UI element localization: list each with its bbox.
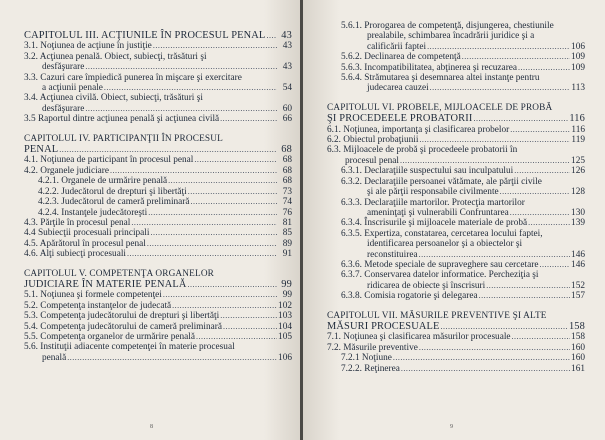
toc-entry-text: 6.3. Mijloacele de probă şi procedeele probatorii în <box>327 145 518 156</box>
toc-page-number: 160 <box>571 342 585 353</box>
dot-leader <box>486 281 570 291</box>
toc-entry-text: 7.1. Noţiunea şi clasificarea măsurilor procesuale <box>327 332 511 343</box>
toc-entry <box>24 166 292 176</box>
toc-entry-text: 4.2.1. Organele de urmărire penală <box>38 176 168 187</box>
toc-page-number: 109 <box>571 62 585 73</box>
toc-entry <box>327 166 585 176</box>
toc-entry-text: a acţiunii penale <box>42 83 103 94</box>
toc-entry-text: 4.6. Alţi subiecţi procesuali <box>24 249 126 260</box>
toc-entry-text: desfăşurare <box>42 62 85 73</box>
toc-page-number: 43 <box>282 62 292 73</box>
toc-entry-text: desfăşurare <box>42 103 85 114</box>
toc-entry <box>24 290 292 300</box>
dot-leader <box>194 155 277 165</box>
toc-page-number: 99 <box>282 290 292 301</box>
dot-leader <box>539 260 570 270</box>
toc-entry-text: 5.6.4. Strămutarea şi desemnarea altei instanţe pentru <box>341 73 540 84</box>
toc-entry-text: 4.5. Apărătorul în procesul penal <box>24 238 146 249</box>
toc-entry <box>327 83 585 93</box>
dot-leader <box>220 114 277 124</box>
toc-entry <box>24 311 292 321</box>
dot-leader <box>67 353 277 363</box>
toc-entry <box>327 125 585 135</box>
dot-leader <box>168 176 277 186</box>
dot-leader <box>188 187 277 197</box>
dot-leader <box>479 291 570 301</box>
dot-leader <box>153 41 277 51</box>
toc-entry-text: calificării faptei <box>367 41 427 52</box>
toc-entry <box>327 218 585 228</box>
toc-entry-text: 4.2.3. Judecătorul de cameră preliminară <box>38 197 190 208</box>
toc-entry <box>327 343 585 353</box>
toc-entry <box>327 42 585 52</box>
toc-entry <box>24 208 292 218</box>
toc-entry <box>327 52 585 62</box>
toc-entry-text: 5.4. Competenţa judecătorului de cameră preliminară <box>24 321 222 332</box>
dot-leader <box>441 321 568 332</box>
toc-page-number: 43 <box>282 41 292 52</box>
toc-entry <box>24 332 292 342</box>
toc-entry-text: 4.1. Noţiunea de participant în procesul penal <box>24 155 194 166</box>
toc-entry <box>327 281 585 291</box>
chapter-heading <box>327 321 585 332</box>
dot-leader <box>188 279 278 290</box>
dot-leader <box>500 187 570 197</box>
toc-page-number: 104 <box>278 321 292 332</box>
toc-page-number: 146 <box>571 259 585 270</box>
left-page <box>0 0 300 440</box>
toc-entry-text: 4.2.4. Instanţele judecătoreşti <box>38 207 148 218</box>
dot-leader <box>430 83 570 93</box>
toc-page-number: 68 <box>282 155 292 166</box>
toc-entry <box>327 135 585 145</box>
toc-entry <box>327 250 585 260</box>
toc-entry <box>24 197 292 207</box>
toc-entry-text: 6.3.6. Metode speciale de supraveghere sau cercetare <box>341 259 539 270</box>
toc-entry-text: 6.3.5. Expertiza, constatarea, cercetarea locului faptei, <box>341 228 543 239</box>
dot-leader <box>127 249 277 259</box>
dot-leader <box>473 113 568 124</box>
dot-leader <box>59 144 277 155</box>
dot-leader <box>400 156 570 166</box>
chapter-heading: CAPITOLUL IV. PARTICIPANŢII ÎN PROCESUL <box>24 133 223 144</box>
toc-entry-text: 6.3.1. Declaraţiile suspectului sau inculpatului <box>341 166 514 177</box>
toc-entry-text: 6.3.3. Declaraţiile martorilor. Protecţia martorilor <box>341 197 525 208</box>
toc-page-number: 91 <box>282 249 292 260</box>
toc-entry-text: judecarea cauzei <box>367 83 429 94</box>
toc-page-number: 66 <box>282 114 292 125</box>
toc-entry <box>24 62 292 72</box>
toc-entry <box>327 332 585 342</box>
dot-leader <box>514 166 570 176</box>
toc-page-number: 102 <box>278 300 292 311</box>
toc-entry <box>24 301 292 311</box>
toc-entry-text: 3.2. Acţiunea penală. Obiect, subiecţi, trăsături şi <box>24 51 207 62</box>
chapter-heading: CAPITOLUL V. COMPETENŢA ORGANELOR <box>24 268 215 279</box>
toc-entry-text: 7.2. Măsurile preventive <box>327 342 418 353</box>
toc-entry <box>327 364 585 374</box>
toc-entry-text: 3.4. Acţiunea civilă. Obiect, subiecţi, trăsături şi <box>24 93 203 104</box>
toc-entry-text: prealabile, schimbarea încadrării juridice şi a <box>367 31 535 42</box>
toc-entry-text: 6.2. Obiectul probaţiunii <box>327 135 419 146</box>
toc-entry <box>327 187 585 197</box>
toc-entry-text: 7.2.2. Reţinerea <box>341 363 400 374</box>
toc-entry <box>24 249 292 259</box>
page-number-right: 9 <box>450 424 453 430</box>
dot-leader <box>148 208 277 218</box>
toc-entry-text: penală <box>42 352 67 363</box>
toc-entry-text: 5.6.3. Incompatibilitatea, abţinerea şi recuzarea <box>341 62 518 73</box>
toc-entry-text: JUDICIARE ÎN MATERIE PENALĂ <box>24 278 187 290</box>
toc-page-number: 85 <box>282 228 292 239</box>
dot-leader <box>147 239 277 249</box>
toc-page-number: 74 <box>282 197 292 208</box>
dot-leader <box>510 125 570 135</box>
toc-page-number: 116 <box>571 124 585 135</box>
dot-leader <box>104 83 277 93</box>
toc-page-number: 89 <box>282 238 292 249</box>
dot-leader <box>510 208 570 218</box>
toc-entry-text: 5.1. Noţiunea şi formele competenţei <box>24 290 162 301</box>
dot-leader <box>150 228 277 238</box>
toc-entry-text: 6.3.7. Conservarea datelor informatice. Percheziţia şi <box>341 270 539 281</box>
toc-page-number: 68 <box>281 144 292 156</box>
toc-entry-text: 3.3. Cazuri care împiedică punerea în mişcare şi exercitare <box>24 72 242 83</box>
toc-entry <box>24 239 292 249</box>
toc-entry-text: 6.3.8. Comisia rogatorie şi delegarea <box>341 291 478 302</box>
toc-entry-text: 3.1. Noţiunea de acţiune în justiţie <box>24 41 152 52</box>
dot-leader <box>419 250 570 260</box>
dot-leader <box>401 364 570 374</box>
toc-entry <box>327 353 585 363</box>
toc-entry-text: 6.1. Noţiunea, importanţa şi clasificarea probelor <box>327 124 510 135</box>
toc-page-number: 113 <box>571 83 585 94</box>
dot-leader <box>163 290 277 300</box>
toc-entry-text: 5.5. Competenţa organelor de urmărire penală <box>24 331 195 342</box>
toc-page-number: 130 <box>571 207 585 218</box>
toc-page-number: 160 <box>571 353 585 364</box>
toc-page-number: 99 <box>281 278 292 290</box>
dot-leader <box>419 135 570 145</box>
right-page <box>303 0 605 440</box>
toc-entry <box>24 114 292 124</box>
dot-leader <box>85 104 277 114</box>
toc-entry-text: PENAL <box>24 144 59 156</box>
toc-entry <box>24 322 292 332</box>
toc-entry-text: ameninţaţi şi vulnerabili Confruntarea <box>367 207 509 218</box>
dot-leader <box>419 343 570 353</box>
toc-page-number: 76 <box>282 207 292 218</box>
toc-entry-text: MĂSURI PROCESUALE <box>327 320 440 332</box>
toc-page-number: 81 <box>282 217 292 228</box>
toc-entry <box>327 63 585 73</box>
chapter-heading: CAPITOLUL VI. PROBELE, MIJLOACELE DE PROBĂ <box>327 102 553 113</box>
toc-entry-text: CAPITOLUL III. ACŢIUNILE ÎN PROCESUL PENAL <box>24 30 266 41</box>
dot-leader <box>528 218 570 228</box>
toc-entry-text: 5.6.2. Declinarea de competenţă <box>341 52 461 63</box>
toc-entry-text: 5.3. Competenţa judecătorului de drepturi şi libertăţi <box>24 311 220 322</box>
chapter-heading <box>24 279 292 290</box>
toc-entry-text: 3.5 Raportul dintre acţiunea penală şi acţiunea civilă <box>24 114 220 125</box>
dot-leader <box>131 218 277 228</box>
dot-leader <box>191 197 277 207</box>
toc-page-number: 125 <box>571 155 585 166</box>
toc-list-left <box>24 30 292 363</box>
dot-leader <box>220 311 277 321</box>
toc-entry-text: 6.3.2. Declaraţiile persoanei vătămate, ale părţii civile <box>341 176 542 187</box>
toc-page-number: 60 <box>282 103 292 114</box>
toc-page-number: 103 <box>278 311 292 322</box>
toc-entry-text: şi ale părţii responsabile civilmente <box>367 187 499 198</box>
toc-entry-text: 5.2. Competenţa instanţelor de judecată <box>24 300 172 311</box>
toc-entry <box>24 176 292 186</box>
toc-entry <box>24 218 292 228</box>
dot-leader <box>196 332 277 342</box>
page-number-left: 8 <box>150 424 153 430</box>
toc-entry <box>24 155 292 165</box>
dot-leader <box>223 322 277 332</box>
toc-entry-text: 4.2. Organele judiciare <box>24 165 110 176</box>
toc-page-number: 109 <box>571 52 585 63</box>
toc-page-number: 161 <box>571 363 585 374</box>
toc-entry <box>24 228 292 238</box>
toc-entry-text: reconstituirea <box>367 249 418 260</box>
toc-page-number: 73 <box>282 186 292 197</box>
toc-entry <box>24 353 292 363</box>
toc-page-number: 146 <box>571 249 585 260</box>
toc-page-number: 158 <box>568 320 585 332</box>
chapter-heading <box>24 144 292 155</box>
chapter-heading: CAPITOLUL VII. MĂSURILE PREVENTIVE ŞI ALTE <box>327 310 547 321</box>
toc-entry <box>24 104 292 114</box>
toc-entry-text: 6.3.4. Înscrisurile şi mijloacele materiale de probă <box>341 218 528 229</box>
dot-leader <box>85 62 277 72</box>
toc-page-number: 68 <box>282 176 292 187</box>
dot-leader <box>518 63 570 73</box>
toc-page-number: 157 <box>571 291 585 302</box>
toc-entry-text: 4.4 Subiecţii procesuali principali <box>24 228 150 239</box>
toc-page-number: 54 <box>282 83 292 94</box>
toc-entry-text: ŞI PROCEDEELE PROBATORII <box>327 113 473 125</box>
toc-page-number: 119 <box>571 135 585 146</box>
toc-entry-text: 5.6. Instituţii adiacente competenţei în materie procesual <box>24 342 235 353</box>
toc-entry <box>24 41 292 51</box>
toc-entry-text: 5.6.1. Prorogarea de competenţă, disjungerea, chestiunile <box>341 21 554 31</box>
toc-entry <box>327 208 585 218</box>
toc-entry-text: 7.2.1 Noţiune <box>341 353 392 364</box>
toc-list-right <box>327 21 585 374</box>
toc-entry-text: procesul penal <box>345 155 399 166</box>
dot-leader <box>266 30 277 41</box>
toc-entry <box>24 187 292 197</box>
toc-page-number: 139 <box>571 218 585 229</box>
toc-page-number: 43 <box>281 30 292 41</box>
toc-entry <box>327 260 585 270</box>
dot-leader <box>110 166 277 176</box>
toc-entry-text: 4.3. Părţile în procesul penal <box>24 217 131 228</box>
chapter-heading <box>24 30 292 41</box>
toc-page-number: 128 <box>571 187 585 198</box>
toc-entry-text: 4.2.2. Judecătorul de drepturi şi libertăţi <box>38 186 187 197</box>
toc-page-number: 152 <box>571 280 585 291</box>
toc-page-number: 158 <box>571 332 585 343</box>
toc-page-number: 126 <box>571 166 585 177</box>
dot-leader <box>172 301 277 311</box>
toc-entry <box>327 156 585 166</box>
chapter-heading <box>327 113 585 124</box>
toc-page-number: 106 <box>278 352 292 363</box>
toc-entry <box>327 291 585 301</box>
dot-leader <box>427 42 570 52</box>
toc-entry <box>24 83 292 93</box>
toc-page-number: 105 <box>278 331 292 342</box>
toc-page-number: 106 <box>571 41 585 52</box>
toc-entry-text: ridicarea de obiecte şi înscrisuri <box>367 280 486 291</box>
dot-leader <box>512 332 570 342</box>
toc-page-number: 116 <box>569 113 585 125</box>
dot-leader <box>393 353 570 363</box>
toc-page-number: 68 <box>282 165 292 176</box>
toc-entry-text: identificarea persoanelor şi a obiectelor şi <box>367 239 523 250</box>
dot-leader <box>462 52 570 62</box>
